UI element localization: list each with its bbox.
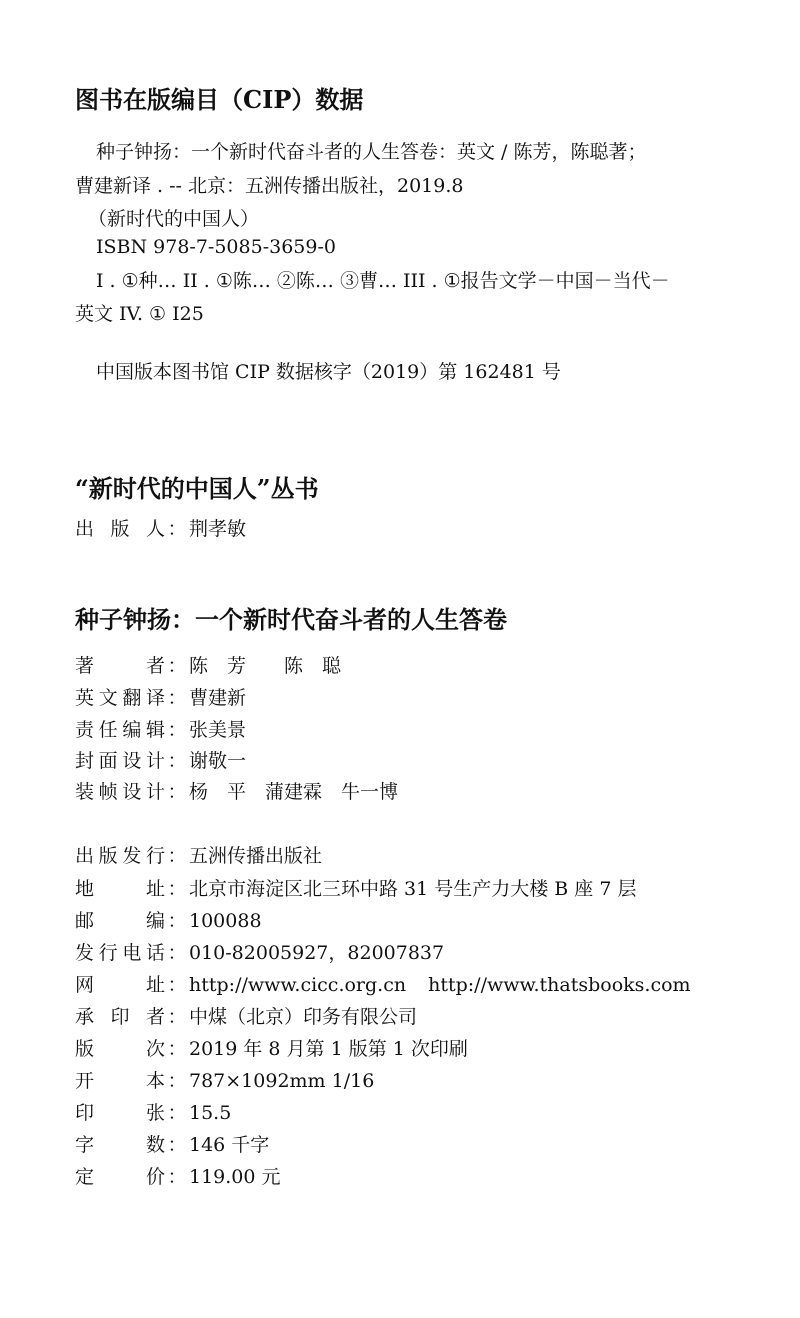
credit-value: 陈 芳 陈 聪 [189, 655, 342, 677]
detail-value: 146 千字 [189, 1134, 270, 1156]
detail-label: 开本 [75, 1070, 165, 1092]
colon: ： [167, 687, 187, 709]
detail-label: 发行电话 [75, 942, 165, 964]
colon: ： [167, 781, 187, 803]
detail-label: 承印者 [75, 1006, 165, 1028]
detail-label: 版次 [75, 1038, 165, 1060]
credit-label: 著者 [75, 655, 165, 677]
detail-row [75, 1002, 417, 1029]
cip-line-5: I . ①种… II . ①陈… ②陈… ③曹… III . ①报告文学－中国－当代－ [96, 270, 670, 292]
colon: ： [167, 1038, 187, 1060]
cip-heading: 图书在版编目（CIP）数据 [75, 85, 364, 114]
detail-row [75, 938, 444, 965]
detail-value: 119.00 元 [189, 1166, 281, 1188]
cip-line-6: 英文 IV. ① I25 [75, 303, 204, 325]
colon: ： [167, 1166, 187, 1188]
detail-value: 中煤（北京）印务有限公司 [189, 1006, 418, 1028]
series-title: “新时代的中国人”丛书 [75, 474, 319, 503]
publisher-row [75, 514, 246, 541]
detail-value: 15.5 [189, 1102, 232, 1124]
detail-label: 出版发行 [75, 845, 165, 867]
cip-verification: 中国版本图书馆 CIP 数据核字（2019）第 162481 号 [96, 361, 561, 383]
credit-row [75, 746, 246, 773]
credit-value: 曹建新 [189, 687, 247, 709]
detail-row [75, 1098, 231, 1125]
colon: ： [167, 655, 187, 677]
detail-value: 2019 年 8 月第 1 版第 1 次印刷 [189, 1038, 468, 1060]
book-title: 种子钟扬：一个新时代奋斗者的人生答卷 [75, 605, 507, 634]
detail-row [75, 1066, 374, 1093]
colon: ： [167, 845, 187, 867]
detail-label: 字数 [75, 1134, 165, 1156]
detail-label: 网址 [75, 974, 165, 996]
cip-line-3: （新时代的中国人） [88, 208, 260, 230]
credit-value: 谢敬一 [189, 750, 247, 772]
colon: ： [167, 942, 187, 964]
colon: ： [167, 750, 187, 772]
credit-row [75, 715, 246, 742]
detail-row [75, 1130, 269, 1157]
credit-label: 封面设计 [75, 750, 165, 772]
cip-line-2: 曹建新译 . -- 北京：五洲传播出版社，2019.8 [75, 175, 464, 197]
colon: ： [167, 974, 187, 996]
credit-label: 责任编辑 [75, 719, 165, 741]
credit-row [75, 651, 341, 678]
colon: ： [167, 1070, 187, 1092]
publisher-label: 出版人 [75, 518, 165, 540]
credit-label: 英文翻译 [75, 687, 165, 709]
detail-value: 100088 [189, 910, 262, 932]
colon: ： [167, 910, 187, 932]
detail-row [75, 874, 636, 901]
colon: ： [167, 1134, 187, 1156]
detail-value: 010-82005927，82007837 [189, 942, 445, 964]
detail-value: 北京市海淀区北三环中路 31 号生产力大楼 B 座 7 层 [189, 878, 637, 900]
detail-label: 邮编 [75, 910, 165, 932]
detail-row [75, 841, 322, 868]
website-1: http://www.cicc.org.cn [189, 974, 407, 996]
cip-isbn: ISBN 978-7-5085-3659-0 [96, 236, 336, 258]
colon: ： [167, 878, 187, 900]
colon: ： [167, 719, 187, 741]
colon: ： [167, 518, 187, 540]
detail-row [75, 1034, 468, 1061]
credit-label: 装帧设计 [75, 781, 165, 803]
cip-line-1: 种子钟扬：一个新时代奋斗者的人生答卷：英文 / 陈芳，陈聪著； [96, 141, 647, 163]
detail-value: 787×1092mm 1/16 [189, 1070, 375, 1092]
credit-row [75, 777, 398, 804]
website-2: http://www.thatsbooks.com [428, 974, 691, 996]
publisher-value: 荆孝敏 [189, 518, 247, 540]
detail-label: 印张 [75, 1102, 165, 1124]
colon: ： [167, 1102, 187, 1124]
credit-value: 张美景 [189, 719, 247, 741]
colon: ： [167, 1006, 187, 1028]
detail-label: 地址 [75, 878, 165, 900]
detail-value: 五洲传播出版社 [189, 845, 323, 867]
detail-label: 定价 [75, 1166, 165, 1188]
credit-row [75, 683, 246, 710]
detail-row [75, 970, 691, 997]
credit-value: 杨 平 蒲建霖 牛一博 [189, 781, 399, 803]
detail-row [75, 906, 262, 933]
detail-row [75, 1162, 281, 1189]
